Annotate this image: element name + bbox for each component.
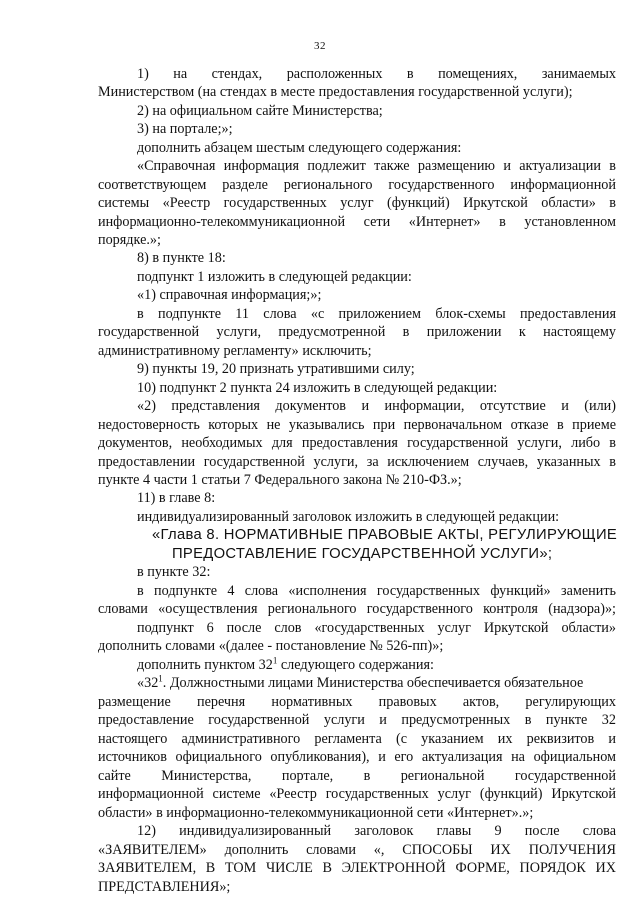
text-line: словами «осуществления регионального государственного контроля (надзора)»; (98, 601, 616, 617)
text-line: ПРЕДСТАВЛЕНИЯ»; (98, 879, 231, 895)
text-line: 11) в главе 8: (137, 490, 216, 506)
text-line: документов, необходимых для предоставления государственной услуги, либо в (98, 435, 616, 451)
text-line: 12) индивидуализированный заголовок главы 9 после слова (137, 823, 616, 839)
text-line: в подпункте 4 слова «исполнения государственных функций» заменить (137, 583, 616, 599)
text-line: системы «Реестр государственных услуг (функций) Иркутской области» в (98, 195, 616, 211)
text-fragment: дополнить пунктом 32 (137, 657, 273, 673)
text-line: недостоверность которых не указывались при первоначальном отказе в приеме (98, 417, 616, 433)
text-line: индивидуализированный заголовок изложить в следующей редакции: (137, 509, 560, 525)
text-line: 1) на стендах, расположенных в помещениях, занимаемых (137, 66, 616, 82)
text-line: ЗАЯВИТЕЛЕМ, В ТОМ ЧИСЛЕ В ЭЛЕКТРОННОЙ ФОРМЕ, ПОРЯДОК ИХ (98, 860, 616, 876)
text-line: информационной системе «Реестр государственных услуг (функций) Иркутской (98, 786, 616, 802)
text-line: в подпункте 11 слова «с приложением блок-схемы предоставления (137, 306, 616, 322)
text-line: соответствующем разделе регионального государственного информационной (98, 177, 616, 193)
text-fragment: «32 (137, 675, 159, 691)
heading-line: «Глава 8. НОРМАТИВНЫЕ ПРАВОВЫЕ АКТЫ, РЕГУЛИРУЮЩИЕ (152, 527, 618, 543)
text-fragment: следующего содержания: (280, 657, 434, 673)
text-line: предоставлении государственной услуги, за исключением случаев, указанных в (98, 454, 616, 470)
text-line: 8) в пункте 18: (137, 250, 226, 266)
text-line: подпункт 1 изложить в следующей редакции: (137, 269, 412, 285)
text-line: «Справочная информация подлежит также размещению и актуализации в (137, 158, 616, 174)
text-line: настоящего административного регламента (с указанием их реквизитов и (98, 731, 616, 747)
text-line: предоставление государственной услуги и предусмотренных в пункте 32 (98, 712, 616, 728)
text-line: пункте 4 части 1 статьи 7 Федерального закона № 210-ФЗ.»; (98, 472, 462, 488)
superscript: 1 (272, 655, 278, 666)
text-line: сайте Министерства, портале, в региональной государственной (98, 768, 616, 784)
text-line: государственной услуги, предусмотренной в приложении к настоящему (98, 324, 616, 340)
text-line: дополнить абзацем шестым следующего содержания: (137, 140, 462, 156)
text-line (137, 675, 616, 691)
text-line: «2) представления документов и информации, отсутствие и (или) (137, 398, 616, 414)
text-line: Министерством (на стендах в месте предоставления государственной услуги); (98, 84, 573, 100)
text-line: «1) справочная информация;»; (137, 287, 322, 303)
text-line: в пункте 32: (137, 564, 211, 580)
text-line: 2) на официальном сайте Министерства; (137, 103, 383, 119)
superscript: 1 (158, 673, 163, 684)
text-line: 10) подпункт 2 пункта 24 изложить в следующей редакции: (137, 380, 498, 396)
text-line (137, 657, 616, 673)
text-line: административному регламенту» исключить; (98, 343, 372, 359)
page-number: 32 (314, 40, 326, 52)
text-line: источников официального опубликования), и его актуализация на официальном (98, 749, 616, 765)
text-line: 3) на портале;»; (137, 121, 233, 137)
text-line: 9) пункты 19, 20 признать утратившими силу; (137, 361, 415, 377)
heading-line: ПРЕДОСТАВЛЕНИЕ ГОСУДАРСТВЕННОЙ УСЛУГИ»; (172, 546, 553, 562)
text-line: подпункт 6 после слов «государственных услуг Иркутской области» (137, 620, 616, 636)
text-line: порядке.»; (98, 232, 161, 248)
text-line: информационно-телекоммуникационной сети «Интернет» в установленном (98, 214, 616, 230)
text-line: области» в информационно-телекоммуникационной сети «Интернет».»; (98, 805, 534, 821)
text-line: размещение перечня нормативных правовых актов, регулирующих (98, 694, 616, 710)
text-fragment: . Должностными лицами Министерства обеспечивается обязательное (162, 675, 584, 691)
text-line: дополнить словами «(далее - постановление № 526-пп)»; (98, 638, 444, 654)
text-line: «ЗАЯВИТЕЛЕМ» дополнить словами «, СПОСОБЫ ИХ ПОЛУЧЕНИЯ (98, 842, 616, 858)
